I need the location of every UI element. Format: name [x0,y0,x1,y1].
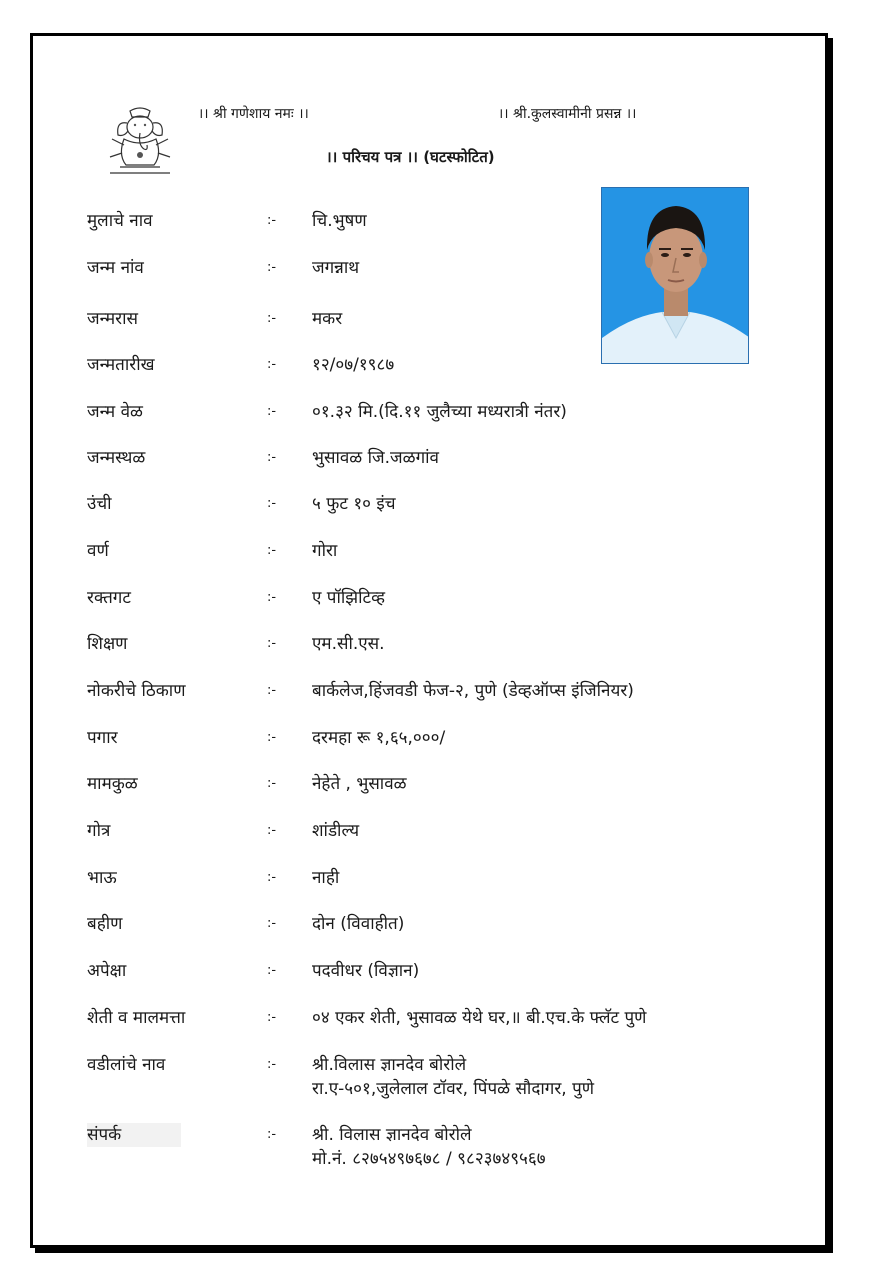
value-zodiac: मकर [312,309,343,329]
label-expectation: अपेक्षा [87,961,127,981]
portrait-photo [601,187,749,364]
label-blood-group: रक्तगट [87,588,131,608]
separator: :- [267,870,277,885]
value-birth-date: १२/०७/१९८७ [312,355,395,375]
value-maternal-clan: नेहेते , भुसावळ [312,774,407,794]
value-education: एम.सी.एस. [312,634,385,654]
label-sister: बहीण [87,914,123,934]
value-sister: दोन (विवाहीत) [312,914,405,934]
separator: :- [267,213,277,228]
label-birth-place: जन्मस्थळ [87,448,146,468]
label-complexion: वर्ण [87,541,109,561]
label-property: शेती व मालमत्ता [87,1008,186,1028]
label-contact: संपर्क [87,1123,181,1147]
value-expectation: पदवीधर (विज्ञान) [312,961,420,981]
label-birth-time: जन्म वेळ [87,402,143,422]
value-birth-time: ०१.३२ मि.(दि.११ जुलैच्या मध्यरात्री नंतर) [312,402,567,422]
label-birth-date: जन्मतारीख [87,355,155,375]
value-complexion: गोरा [312,541,338,561]
value-gotra: शांडील्य [312,821,360,841]
invocation-left: ।। श्री गणेशाय नमः ।। [198,106,309,122]
value-job-location: बार्कलेज,हिंजवडी फेज-२, पुणे (डेव्हऑप्स इंजिनियर) [312,681,634,701]
value-groom-name: चि.भुषण [312,211,367,231]
value-contact-name: श्री. विलास ज्ञानदेव बोरोले [312,1125,472,1145]
label-height: उंची [87,494,112,514]
separator: :- [267,823,277,838]
separator: :- [267,404,277,419]
value-father-name: श्री.विलास ज्ञानदेव बोरोले [312,1055,467,1075]
separator: :- [267,357,277,372]
value-height: ५ फुट १० इंच [312,494,396,514]
separator: :- [267,1127,277,1142]
separator: :- [267,730,277,745]
separator: :- [267,1057,277,1072]
value-birth-name: जगन्नाथ [312,258,360,278]
value-father-address: रा.ए-५०१,जुलेलाल टॉवर, पिंपळे सौदागर, पुणे [312,1079,595,1099]
value-contact-phone: मो.नं. ८२७५४९७६७८ / ९८२३७४९५६७ [312,1149,546,1169]
value-property: ०४ एकर शेती, भुसावळ येथे घर,॥ बी.एच.के फ्लॅट पुणे [312,1008,647,1028]
label-zodiac: जन्मरास [87,309,139,329]
separator: :- [267,260,277,275]
label-maternal-clan: मामकुळ [87,774,138,794]
invocation-right: ।। श्री.कुलस्वामीनी प्रसन्न ।। [498,106,637,122]
label-education: शिक्षण [87,634,128,654]
separator: :- [267,1010,277,1025]
label-birth-name: जन्म नांव [87,258,144,278]
separator: :- [267,636,277,651]
value-salary: दरमहा रू १,६५,०००/ [312,728,446,748]
separator: :- [267,776,277,791]
label-brother: भाऊ [87,868,117,888]
separator: :- [267,496,277,511]
separator: :- [267,590,277,605]
separator: :- [267,311,277,326]
value-birth-place: भुसावळ जि.जळगांव [312,448,440,468]
label-gotra: गोत्र [87,821,111,841]
label-father-name: वडीलांचे नाव [87,1055,166,1075]
separator: :- [267,916,277,931]
label-groom-name: मुलाचे नाव [87,211,153,231]
portrait-icon [602,188,749,364]
value-blood-group: ए पॉझिटिव्ह [312,588,386,608]
separator: :- [267,450,277,465]
separator: :- [267,683,277,698]
value-brother: नाही [312,868,340,888]
ganesh-icon [100,105,180,179]
separator: :- [267,963,277,978]
document-title: ।। परिचय पत्र ।। (घटस्फोटित) [326,148,495,166]
label-job-location: नोकरीचे ठिकाण [87,681,186,701]
label-salary: पगार [87,728,118,748]
separator: :- [267,543,277,558]
